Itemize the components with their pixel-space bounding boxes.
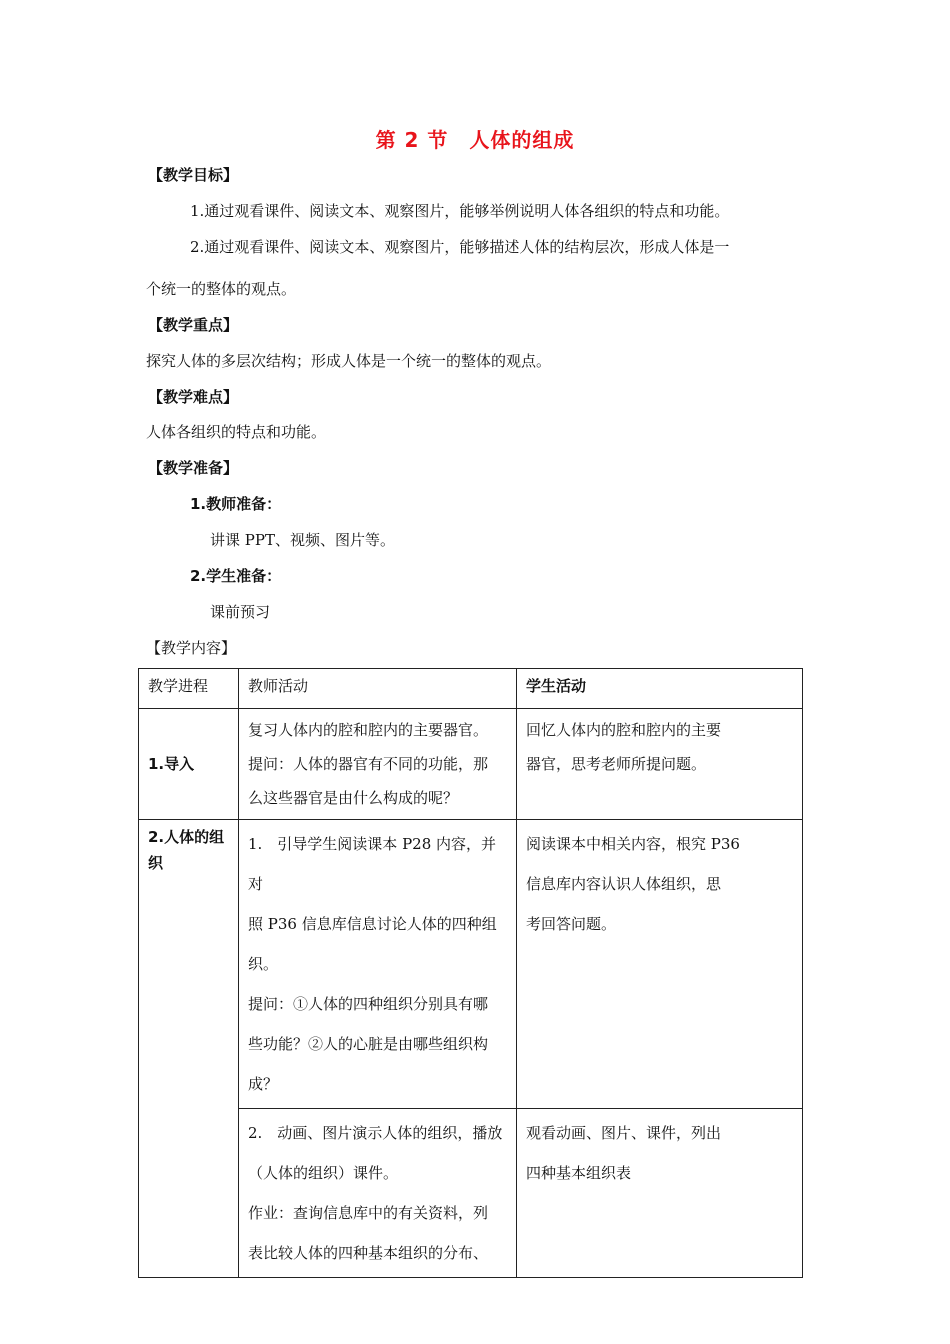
keypoints-text: 探究人体的多层次结构；形成人体是一个统一的整体的观点。: [146, 352, 552, 370]
lesson-table: [138, 668, 803, 1278]
stage-cell: 2.人体的组织: [139, 820, 239, 1278]
teacher-cell: [239, 820, 517, 1109]
objectives-heading: 【教学目标】: [148, 166, 239, 184]
table-row: [139, 709, 803, 820]
teacher-line: 作业：查询信息库中的有关资料，列: [248, 1204, 489, 1222]
table-row: [139, 1109, 803, 1278]
header-teacher: 教师活动: [239, 669, 517, 709]
preparation-heading: 【教学准备】: [148, 459, 239, 477]
teacher-line: 照 P36 信息库信息讨论人体的四种组: [248, 915, 497, 933]
student-line: 四种基本组织表: [526, 1164, 632, 1182]
teacher-line: 1. 引导学生阅读课本 P28 内容，并对: [248, 835, 497, 893]
teacher-line: 提问：①人体的四种组织分别具有哪: [248, 995, 489, 1013]
student-line: 信息库内容认识人体组织，思: [526, 875, 722, 893]
keypoints-heading: 【教学重点】: [148, 316, 239, 334]
teacher-line: 2. 动画、图片演示人体的组织，播放: [248, 1124, 503, 1142]
header-student: 学生活动: [517, 669, 803, 709]
teacher-prep-label: 1.教师准备：: [190, 495, 282, 513]
difficulties-text: 人体各组织的特点和功能。: [146, 423, 327, 441]
teacher-line: 些功能？②人的心脏是由哪些组织构: [248, 1035, 489, 1053]
student-line: 观看动画、图片、课件，列出: [526, 1124, 722, 1142]
teacher-cell: [239, 709, 517, 820]
teacher-line: 织。: [248, 955, 279, 973]
table-row: [139, 820, 803, 1109]
header-stage: 教学进程: [139, 669, 239, 709]
student-prep-text: 课前预习: [210, 603, 271, 621]
student-line: 回忆人体内的腔和腔内的主要: [526, 721, 722, 739]
stage-cell: 1.导入: [139, 709, 239, 820]
teacher-line: 提问：人体的器官有不同的功能，那: [248, 755, 489, 773]
student-line: 考回答问题。: [526, 915, 617, 933]
objective-1: 1.通过观看课件、阅读文本、观察图片，能够举例说明人体各组织的特点和功能。: [190, 202, 730, 220]
teacher-prep-text: 讲课 PPT、视频、图片等。: [210, 531, 395, 549]
student-prep-label: 2.学生准备：: [190, 567, 282, 585]
page-title: 第 2 节 人体的组成: [375, 128, 575, 152]
difficulties-heading: 【教学难点】: [148, 388, 239, 406]
student-cell: [517, 709, 803, 820]
teacher-cell: [239, 1109, 517, 1278]
student-line: 器官，思考老师所提问题。: [526, 755, 707, 773]
table-header-row: [139, 669, 803, 709]
teacher-line: 么这些器官是由什么构成的呢？: [248, 789, 459, 807]
student-cell: [517, 820, 803, 1109]
teacher-line: （人体的组织）课件。: [248, 1164, 399, 1182]
teacher-line: 复习人体内的腔和腔内的主要器官。: [248, 721, 489, 739]
student-cell: [517, 1109, 803, 1278]
objective-2-line-1: 2.通过观看课件、阅读文本、观察图片，能够描述人体的结构层次，形成人体是一: [190, 238, 730, 256]
objective-2-line-2: 个统一的整体的观点。: [146, 280, 297, 298]
teacher-line: 表比较人体的四种基本组织的分布、: [248, 1244, 489, 1262]
content-heading: 【教学内容】: [146, 639, 237, 657]
student-line: 阅读课本中相关内容，根究 P36: [526, 835, 740, 853]
teacher-line: 成？: [248, 1075, 279, 1093]
